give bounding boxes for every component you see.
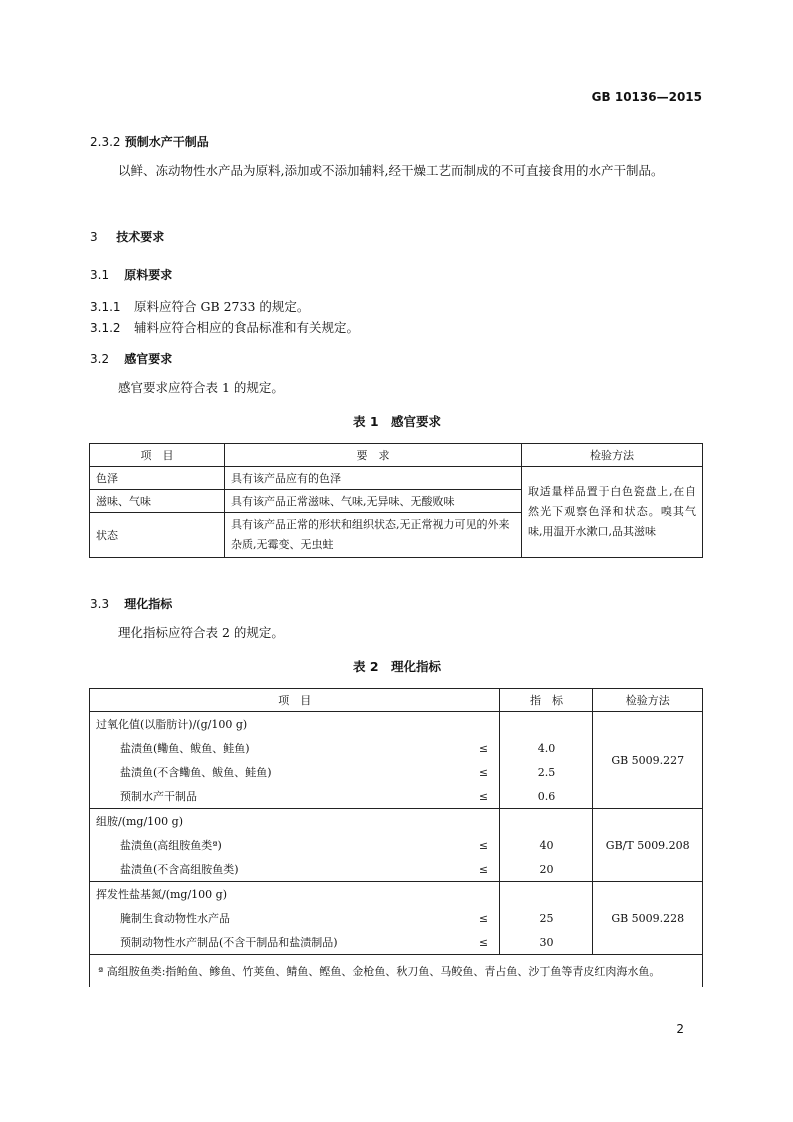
row-value: 2.5 — [500, 760, 593, 784]
limit-cell — [500, 712, 593, 737]
table-2-caption: 表 2 理化指标 — [352, 659, 442, 674]
table-header-row — [90, 689, 703, 712]
row-item: 状态 — [90, 513, 225, 558]
col-header-limit: 指 标 — [500, 689, 593, 712]
section-3-2-heading — [90, 350, 172, 367]
table-header-row — [90, 444, 703, 467]
sensory-table — [89, 443, 703, 558]
row-item: 滋味、气味 — [90, 490, 225, 513]
physicochemical-table — [89, 688, 703, 987]
row-name: 盐渍鱼(高组胺鱼类ª) — [90, 833, 468, 857]
row-operator: ≤ — [467, 736, 500, 760]
row-operator: ≤ — [467, 857, 500, 882]
row-value: 4.0 — [500, 736, 593, 760]
group-title-row — [90, 712, 703, 737]
section-title: 理化指标 — [124, 597, 173, 611]
row-operator: ≤ — [467, 930, 500, 955]
table-footnote: ª 高组胺鱼类:指鲐鱼、鲹鱼、竹荚鱼、鲭鱼、鲣鱼、金枪鱼、秋刀鱼、马鲛鱼、青占鱼、沙丁鱼等青皮红肉海水鱼。 — [90, 955, 703, 988]
footnote-row — [90, 955, 703, 988]
table-row — [90, 467, 703, 490]
method-cell: GB 5009.228 — [593, 882, 703, 955]
method-cell: GB/T 5009.208 — [593, 809, 703, 882]
row-value: 25 — [500, 906, 593, 930]
row-name: 盐渍鱼(不含高组胺鱼类) — [90, 857, 468, 882]
clause-3-1-1 — [90, 297, 309, 315]
section-number: 2.3.2 — [90, 135, 121, 149]
section-title: 感官要求 — [124, 352, 173, 366]
section-title: 预制水产干制品 — [124, 135, 209, 149]
clause-3-1-2 — [90, 318, 359, 336]
row-name: 腌制生食动物性水产品 — [90, 906, 468, 930]
section-3-2-body: 感官要求应符合表 1 的规定。 — [118, 380, 284, 395]
col-header-requirement: 要 求 — [225, 444, 522, 467]
row-value: 0.6 — [500, 784, 593, 809]
section-number: 3.2 — [90, 352, 110, 366]
method-cell: GB 5009.227 — [593, 712, 703, 809]
row-operator: ≤ — [467, 906, 500, 930]
row-requirement: 具有该产品应有的色泽 — [225, 467, 522, 490]
section-3-3-heading — [90, 595, 172, 612]
row-name: 盐渍鱼(不含鳓鱼、鲅鱼、鲑鱼) — [90, 760, 468, 784]
group-title: 过氧化值(以脂肪计)/(g/100 g) — [90, 712, 500, 737]
row-item: 色泽 — [90, 467, 225, 490]
row-method: 取适量样品置于白色瓷盘上,在自然光下观察色泽和状态。嗅其气味,用温开水漱口,品其滋味 — [522, 467, 703, 558]
standard-code: GB 10136—2015 — [591, 90, 702, 104]
row-name: 盐渍鱼(鳓鱼、鲅鱼、鲑鱼) — [90, 736, 468, 760]
row-requirement: 具有该产品正常的形状和组织状态,无正常视力可见的外来杂质,无霉变、无虫蛀 — [225, 513, 522, 558]
col-header-method: 检验方法 — [522, 444, 703, 467]
section-3-3-body: 理化指标应符合表 2 的规定。 — [118, 625, 284, 640]
section-2-3-2-heading — [90, 133, 209, 150]
row-name: 预制水产干制品 — [90, 784, 468, 809]
group-title: 组胺/(mg/100 g) — [90, 809, 500, 834]
row-name: 预制动物性水产制品(不含干制品和盐渍制品) — [90, 930, 468, 955]
row-value: 20 — [500, 857, 593, 882]
row-operator: ≤ — [467, 784, 500, 809]
section-number: 3.3 — [90, 597, 110, 611]
clause-number: 3.1.2 — [90, 321, 121, 335]
limit-cell — [500, 809, 593, 834]
section-3-heading — [90, 228, 164, 245]
group-title-row — [90, 882, 703, 907]
clause-number: 3.1.1 — [90, 300, 121, 314]
section-3-1-heading — [90, 266, 172, 283]
row-value: 40 — [500, 833, 593, 857]
row-value: 30 — [500, 930, 593, 955]
section-number: 3.1 — [90, 268, 110, 282]
page-number: 2 — [676, 1022, 684, 1036]
section-2-3-2-body: 以鲜、冻动物性水产品为原料,添加或不添加辅料,经干燥工艺而制成的不可直接食用的水产干制品。 — [118, 163, 664, 178]
col-header-method: 检验方法 — [593, 689, 703, 712]
table-1-caption: 表 1 感官要求 — [352, 414, 442, 429]
clause-text: 辅料应符合相应的食品标准和有关规定。 — [133, 320, 359, 335]
section-title: 技术要求 — [116, 230, 165, 244]
section-number: 3 — [90, 230, 98, 244]
group-title-row — [90, 809, 703, 834]
group-title: 挥发性盐基氮/(mg/100 g) — [90, 882, 500, 907]
row-operator: ≤ — [467, 833, 500, 857]
col-header-item: 项 目 — [90, 444, 225, 467]
section-title: 原料要求 — [124, 268, 173, 282]
clause-text: 原料应符合 GB 2733 的规定。 — [133, 299, 310, 314]
limit-cell — [500, 882, 593, 907]
row-operator: ≤ — [467, 760, 500, 784]
row-requirement: 具有该产品正常滋味、气味,无异味、无酸败味 — [225, 490, 522, 513]
col-header-item: 项 目 — [90, 689, 500, 712]
